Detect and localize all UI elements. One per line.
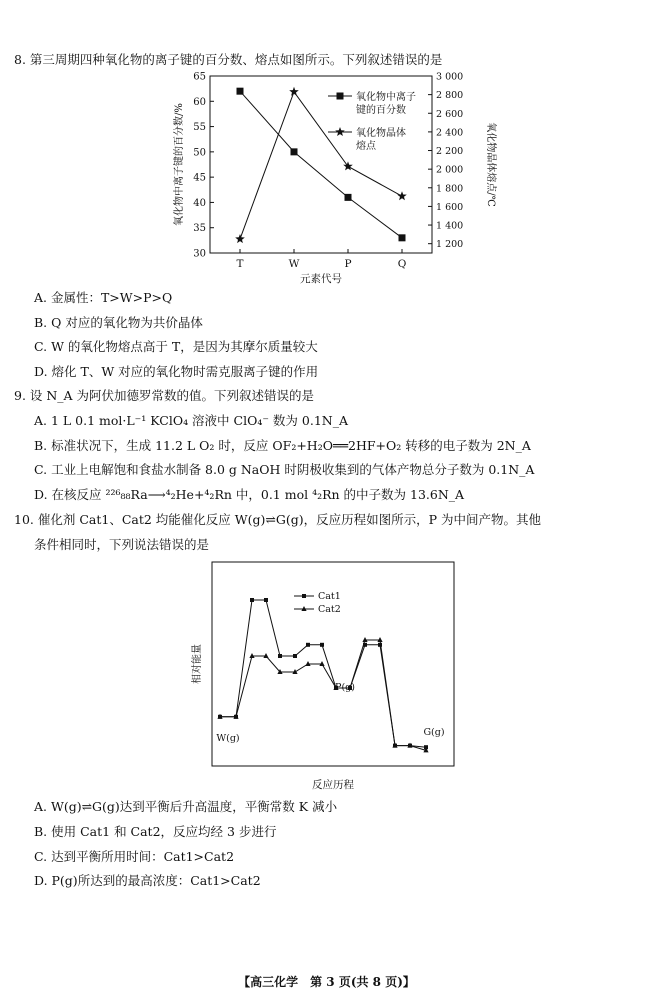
chart2-cat1-point [306, 643, 310, 647]
chart2-cat1-point [320, 643, 324, 647]
q10-option-c: C. 达到平衡所用时间：Cat1>Cat2 [34, 849, 235, 864]
chart2-y-label: 相对能量 [192, 644, 203, 684]
chart1-melting-point [397, 191, 407, 200]
chart1-right-tick-label: 1 600 [436, 201, 464, 213]
q9-option-c: C. 工业上电解饱和食盐水制备 8.0 g NaOH 时阴极收集到的气体产物总分子数为 0.1N_A [34, 462, 535, 477]
q8-option-a: A. 金属性：T>W>P>Q [34, 290, 173, 305]
chart1-x-tick-label: Q [397, 258, 407, 270]
chart2-legend-cat1-text: Cat1 [318, 591, 341, 602]
chart1-legend-ionic-text: 氧化物中离子 [356, 92, 416, 103]
q10-stem-2: 条件相同时，下列说法错误的是 [34, 537, 210, 552]
chart2-cat1-point [250, 598, 254, 602]
chart1-right-tick-label: 2 400 [436, 127, 464, 139]
chart1-legend-melting-text: 氧化物晶体 [356, 128, 406, 139]
q8-chart [168, 68, 498, 290]
chart1-ionic-point [399, 234, 406, 241]
chart1-x-tick-label: T [236, 258, 244, 270]
q10-stem-1: 10. 催化剂 Cat1、Cat2 均能催化反应 W(g)⇌G(g)，反应历程如图所示，P 为中间产物。其他 [14, 512, 541, 527]
q8-option-c: C. W 的氧化物熔点高于 T，是因为其摩尔质量较大 [34, 339, 318, 354]
chart1-melting-point [343, 161, 353, 170]
q9-option-a: A. 1 L 0.1 mol·L⁻¹ KClO₄ 溶液中 ClO₄⁻ 数为 0.1N_A [34, 413, 348, 428]
chart2-cat1-point [264, 598, 268, 602]
chart1-left-tick-label: 55 [193, 122, 206, 134]
chart1-melting-point [235, 234, 245, 243]
chart2-annotation-p: P(g) [335, 682, 355, 693]
chart1-left-axis-label: 氧化物中离子键的百分数/% [174, 103, 185, 226]
chart1-right-tick-label: 2 000 [436, 164, 464, 176]
chart2-cat1-point [278, 654, 282, 658]
chart1-legend-melting-text-2: 熔点 [356, 141, 376, 152]
chart1-ionic-point [237, 88, 244, 95]
chart2-annotation-w: W(g) [216, 733, 240, 744]
chart1-left-tick-label: 30 [193, 248, 206, 260]
chart2-annotation-g: G(g) [423, 727, 445, 738]
chart1-ionic-point [345, 194, 352, 201]
q8-option-b: B. Q 对应的氧化物为共价晶体 [34, 315, 203, 330]
q9-stem: 9. 设 N_A 为阿伏加德罗常数的值。下列叙述错误的是 [14, 388, 315, 403]
chart1-left-tick-label: 40 [193, 197, 206, 209]
chart1-right-tick-label: 2 800 [436, 90, 464, 102]
chart1-ionic-point [291, 148, 298, 155]
chart2-cat1-point [293, 654, 297, 658]
chart1-x-label: 元素代号 [300, 273, 342, 285]
q8-option-d: D. 熔化 T、W 对应的氧化物时需克服离子键的作用 [34, 364, 319, 379]
chart1-melting-point [289, 87, 299, 96]
chart1-left-tick-label: 60 [193, 96, 206, 108]
chart1-x-tick-label: P [344, 258, 352, 270]
chart2-legend-cat2-text: Cat2 [318, 604, 341, 615]
chart1-left-tick-label: 65 [193, 71, 206, 83]
chart1-right-tick-label: 1 800 [436, 183, 464, 195]
q10-chart [190, 556, 470, 796]
q9-option-d: D. 在核反应 ²²⁶₈₈Ra⟶⁴₂He+⁴₂Rn 中，0.1 mol ⁴₂Rn 的中子数为 13.6N_A [34, 487, 465, 502]
chart1-x-tick-label: W [288, 258, 300, 270]
chart1-left-tick-label: 35 [193, 223, 206, 235]
chart1-left-tick-label: 45 [193, 172, 206, 184]
chart1-right-axis-label: 氧化物晶体熔点/℃ [485, 122, 496, 207]
q10-option-b: B. 使用 Cat1 和 Cat2，反应均经 3 步进行 [34, 824, 277, 839]
chart1-legend-melting-marker [335, 127, 345, 136]
q10-option-d: D. P(g)所达到的最高浓度：Cat1>Cat2 [34, 873, 261, 888]
chart1-legend-ionic-marker [337, 93, 344, 100]
chart1-right-tick-label: 2 600 [436, 108, 464, 120]
q10-option-a: A. W(g)⇌G(g)达到平衡后升高温度，平衡常数 K 减小 [34, 799, 338, 814]
chart1-right-tick-label: 3 000 [436, 71, 464, 83]
chart2-cat1-line [220, 600, 426, 747]
chart1-right-tick-label: 2 200 [436, 146, 464, 158]
chart1-right-tick-label: 1 400 [436, 220, 464, 232]
chart1-legend-ionic-text-2: 键的百分数 [356, 105, 406, 116]
chart1-left-tick-label: 50 [193, 147, 206, 159]
chart2-legend-cat1-marker [302, 594, 306, 598]
page-footer: 【高三化学 第 3 页(共 8 页)】 [238, 975, 415, 989]
q8-stem: 8. 第三周期四种氧化物的离子键的百分数、熔点如图所示。下列叙述错误的是 [14, 52, 443, 67]
chart2-x-label: 反应历程 [312, 779, 354, 791]
chart1-right-tick-label: 1 200 [436, 239, 464, 251]
q9-option-b: B. 标准状况下，生成 11.2 L O₂ 时，反应 OF₂+H₂O══2HF+O₂ 转移的电子数为 2N_A [34, 438, 531, 453]
